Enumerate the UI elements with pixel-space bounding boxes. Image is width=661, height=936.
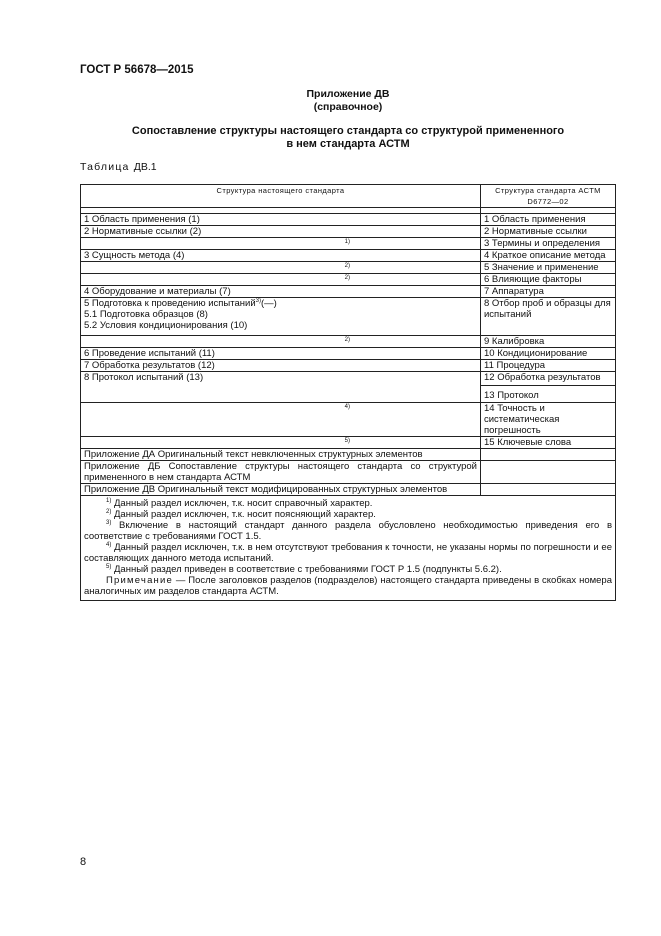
note-label: Примечание xyxy=(106,575,173,586)
note-5 xyxy=(84,564,612,575)
cell-right xyxy=(481,449,616,461)
note-3 xyxy=(84,520,612,542)
table-row xyxy=(81,286,616,298)
cell-left: 2 Нормативные ссылки (2) xyxy=(81,226,481,238)
cell-right: 4 Краткое описание метода xyxy=(481,250,616,262)
standard-code: ГОСТ Р 56678—2015 xyxy=(80,64,194,76)
footnote-ref: 4) xyxy=(81,403,481,437)
cell-left: 7 Обработка результатов (12) xyxy=(81,360,481,372)
cell-left xyxy=(81,298,481,336)
preparation-text: 5 Подготовка к проведению испытаний xyxy=(84,298,256,309)
note-mark: 1) xyxy=(106,497,112,504)
table-row xyxy=(81,336,616,348)
cell-right: 11 Процедура xyxy=(481,360,616,372)
note-mark: 5) xyxy=(106,563,112,570)
cell-left: Приложение ДА Оригинальный текст невключенных структурных элементов xyxy=(81,449,481,461)
appendix-type: (справочное) xyxy=(313,101,383,113)
general-note xyxy=(84,575,612,597)
cell-left: 6 Проведение испытаний (11) xyxy=(81,348,481,360)
note-text: Данный раздел исключен, т.к. носит справочный характер. xyxy=(113,498,373,509)
page-number: 8 xyxy=(80,856,87,868)
cell-right: 10 Кондиционирование xyxy=(481,348,616,360)
note-4 xyxy=(84,542,612,564)
table-notes xyxy=(81,496,616,601)
cell-left: Приложение ДВ Оригинальный текст модифицированных структурных элементов xyxy=(81,484,481,496)
cell-right: 14 Точность и систематическая погрешность xyxy=(481,403,616,437)
note-mark: 2) xyxy=(106,508,112,515)
note-mark: 4) xyxy=(106,541,112,548)
note-text: Данный раздел исключен, т.к. носит поясняющий характер. xyxy=(113,509,376,520)
table-row xyxy=(81,226,616,238)
table-row xyxy=(81,214,616,226)
preparation-ref: (—) xyxy=(261,298,277,309)
cell-right: 12 Обработка результатов xyxy=(481,372,616,386)
note-text: Включение в настоящий стандарт данного раздела обусловлено необходимостью приведения его в соответствие с требованиями ГОСТ 1.5. xyxy=(84,520,613,542)
cell-right: 9 Калибровка xyxy=(481,336,616,348)
footnote-ref: 5) xyxy=(81,437,481,449)
table-caption xyxy=(80,161,157,173)
cell-left: 3 Сущность метода (4) xyxy=(81,250,481,262)
footnote-ref: 2) xyxy=(81,262,481,274)
table-row xyxy=(81,403,616,437)
cell-right xyxy=(481,461,616,484)
comparison-title-line2: в нем стандарта АСТМ xyxy=(286,138,410,150)
note-text: — После заголовков разделов (подразделов) настоящего стандарта приведены в скобках номера аналогичных им разделов стандарта АСТМ. xyxy=(84,575,612,597)
cell-right: 8 Отбор проб и образцы для испытаний xyxy=(481,298,616,336)
footnote-ref: 1) xyxy=(81,238,481,250)
table-row xyxy=(81,238,616,250)
table-row xyxy=(81,250,616,262)
preparation-subline: 5.2 Условия кондиционирования (10) xyxy=(84,320,248,331)
cell-right: 3 Термины и определения xyxy=(481,238,616,250)
note-text: Данный раздел исключен, т.к. в нем отсутствуют требования к точности, не указаны нормы по погрешности и ее составляющих данного метода испытаний. xyxy=(84,542,613,564)
cell-left: Приложение ДБ Сопоставление структуры настоящего стандарта со структурой примененного в нем стандарта АСТМ xyxy=(81,461,481,484)
table-row xyxy=(81,274,616,286)
cell-right: 6 Влияющие факторы xyxy=(481,274,616,286)
footnote-ref: 2) xyxy=(81,336,481,348)
table-notes-row xyxy=(81,496,616,601)
preparation-subline: 5.1 Подготовка образцов (8) xyxy=(84,309,208,320)
note-2 xyxy=(84,509,612,520)
note-text: Данный раздел приведен в соответствие с требованиями ГОСТ Р 1.5 (подпункты 5.6.2). xyxy=(113,564,502,575)
comparison-table xyxy=(80,184,616,601)
table-row xyxy=(81,461,616,484)
cell-right: 5 Значение и применение xyxy=(481,262,616,274)
cell-left: 4 Оборудование и материалы (7) xyxy=(81,286,481,298)
cell-right: 2 Нормативные ссылки xyxy=(481,226,616,238)
preparation-line xyxy=(84,298,477,309)
table-row xyxy=(81,360,616,372)
col-left-header: Структура настоящего стандарта xyxy=(81,185,481,208)
table-row xyxy=(81,437,616,449)
table-row xyxy=(81,348,616,360)
table-row xyxy=(81,449,616,461)
table-row xyxy=(81,484,616,496)
table-row xyxy=(81,262,616,274)
cell-right: 15 Ключевые слова xyxy=(481,437,616,449)
footnote-ref: 3) xyxy=(255,297,261,304)
table-row xyxy=(81,298,616,336)
table-row xyxy=(81,372,616,386)
footnote-ref: 2) xyxy=(81,274,481,286)
cell-left: 8 Протокол испытаний (13) xyxy=(81,372,481,403)
table-caption-number: ДВ.1 xyxy=(133,161,157,173)
comparison-title-line1: Сопоставление структуры настоящего стандарта со структурой примененного xyxy=(131,125,565,137)
appendix-title: Приложение ДВ xyxy=(306,88,390,100)
table-header-row xyxy=(81,185,616,208)
note-1 xyxy=(84,498,612,509)
cell-right: 7 Аппаратура xyxy=(481,286,616,298)
comparison-title xyxy=(80,125,616,151)
cell-right xyxy=(481,484,616,496)
cell-right: 13 Протокол xyxy=(481,386,616,403)
table-caption-label: Таблица xyxy=(80,161,130,173)
cell-right: 1 Область применения xyxy=(481,214,616,226)
col-right-header: Структура стандарта АСТМ D6772—02 xyxy=(481,185,616,208)
note-mark: 3) xyxy=(106,519,112,526)
cell-left: 1 Область применения (1) xyxy=(81,214,481,226)
